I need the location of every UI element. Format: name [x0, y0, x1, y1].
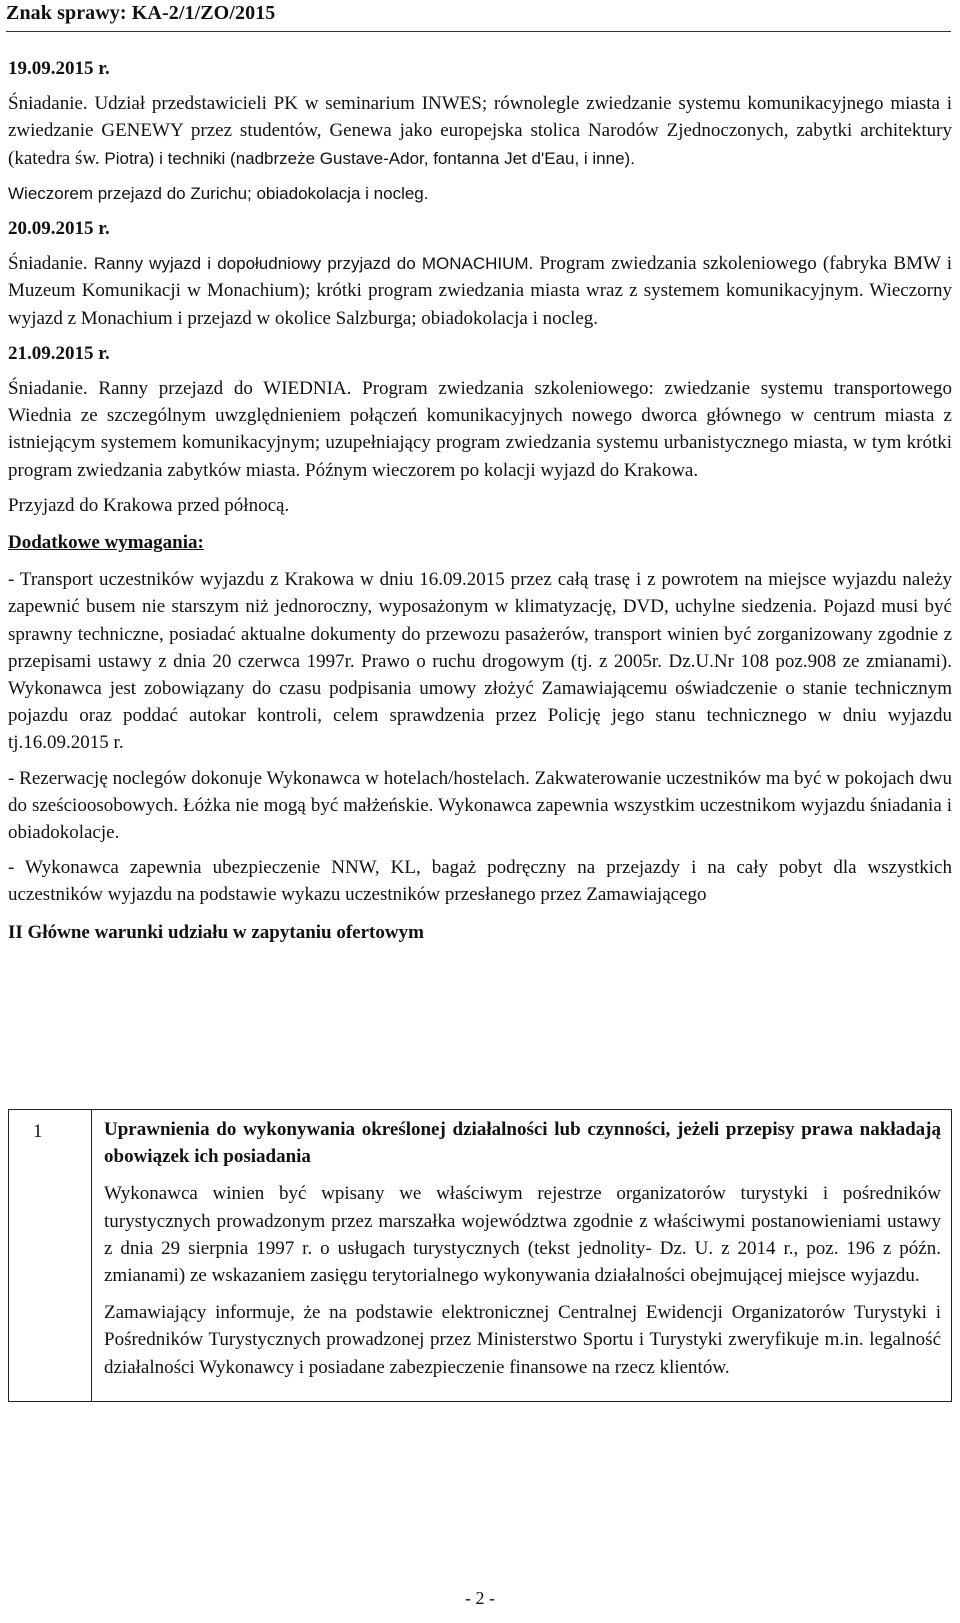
day-program	[8, 90, 952, 172]
requirement-item: - Transport uczestników wyjazdu z Krakowa w dniu 16.09.2015 przez całą trasę i z powrotem na miejsce wyjazdu należy zapewnić busem nie starszym niż jednoroczny, wyposażonym w klimatyzację, DVD, uchylne siedzenia. Pojazd musi być sprawny techniczne, posiadać aktualne dokumenty do przewozu pasażerów, transport winien być zorganizowany zgodnie z przepisami ustawy z dnia 20 czerwca 1997r. Prawo o ruchu drogowym (tj. z 2005r. Dz.U.Nr 108 poz.908 ze zmianami). Wykonawca jest zobowiązany do czasu podpisania umowy złożyć Zamawiającemu oświadczenie o stanie technicznym pojazdu oraz poddać autokar kontroli, celem sprawdzenia przez Policję jego stanu technicznego w dniu wyjazdu tj.16.09.2015 r.	[8, 569, 952, 754]
day-program-text: Wieczorny wyjazd z Monachium i przejazd w okolice Salzburga; obiadokolacja i nocleg.	[8, 280, 952, 329]
day-program-text: Piotra) i techniki (nadbrzeże Gustave-Ador, fontanna Jet d'Eau, i inne).	[104, 148, 635, 168]
day-program	[8, 250, 952, 332]
table-row	[9, 1110, 952, 1402]
day-program-text: Śniadanie. Udział przedstawicieli PK w seminarium INWES; równolegle zwiedzanie systemu komunikacyjnego miasta i zwiedzanie GENEWY przez studentów, Genewa jako europejska stolica Narodów Zjednoczonych, zabytki architektury (katedra św.	[8, 93, 952, 169]
page-number: - 2 -	[465, 1588, 495, 1608]
document-header	[6, 2, 951, 32]
case-number: Znak sprawy: KA-2/1/ZO/2015	[6, 2, 276, 24]
condition-paragraph: Wykonawca winien być wpisany we właściwym rejestrze organizatorów turystyki i pośredników turystycznych prowadzonym przez marszałka województwa zgodnie z właściwymi postanowieniami ustawy z dnia 29 sierpnia 1997 r. o usługach turystycznych (tekst jednolity- Dz. U. z 2014 r., poz. 196 z późn. zmianami) ze wskazaniem zasięgu terytorialnego wykonywania działalności obejmującej miejsce wyjazdu.	[104, 1183, 941, 1287]
document-body	[8, 55, 952, 960]
day-program: Śniadanie. Ranny przejazd do WIEDNIA. Program zwiedzania szkoleniowego: zwiedzanie systemu transportowego Wiednia ze szczególnym uwzględnieniem połączeń komunikacyjnych nowego dworca głównego w centrum miasta z istniejącym systemem komunikacyjnym; uzupełniający program zwiedzania systemu urbanistycznego miasta, w tym krótki program zwiedzania zabytków miasta. Późnym wieczorem po kolacji wyjazd do Krakowa.	[8, 378, 952, 481]
day-arrival: Przyjazd do Krakowa przed północą.	[8, 494, 290, 516]
row-content	[92, 1110, 952, 1402]
day-date: 20.09.2015 r.	[8, 218, 110, 240]
day-program-text: Program zwiedzania szkoleniowego (fabryka BMW i Muzeum Komunikacji w Monachium); krótki program zwiedzania miasta wraz z systemem komunikacyjnym.	[8, 253, 953, 302]
section-heading: II Główne warunki udziału w zapytaniu ofertowym	[8, 921, 424, 943]
requirement-item: - Wykonawca zapewnia ubezpieczenie NNW, KL, bagaż podręczny na przejazdy i na cały pobyt dla wszystkich uczestników wyjazdu na podstawie wykazu uczestników przesłanego przez Zamawiającego	[8, 857, 952, 906]
day-program-text: Ranny wyjazd i dopołudniowy przyjazd do MONACHIUM.	[93, 254, 534, 274]
condition-title: Uprawnienia do wykonywania określonej działalności lub czynności, jeżeli przepisy prawa nakładają obowiązek ich posiadania	[104, 1119, 941, 1168]
day-program-text: Śniadanie.	[8, 253, 88, 275]
requirement-item: - Rezerwację noclegów dokonuje Wykonawca w hotelach/hostelach. Zakwaterowanie uczestników ma być w pokojach dwu do sześcioosobowych. Łóżka nie mogą być małżeńskie. Wykonawca zapewnia wszystkim uczestnikom wyjazdu śniadania i obiadokolacje.	[8, 767, 952, 844]
day-evening: Wieczorem przejazd do Zurichu; obiadokolacja i nocleg.	[8, 183, 429, 203]
condition-paragraph: Zamawiający informuje, że na podstawie elektronicznej Centralnej Ewidencji Organizatorów Turystyki i Pośredników Turystycznych prowadzonej przez Ministerstwo Sportu i Turystyki zweryfikuje m.in. legalność działalności Wykonawcy i posiadane zabezpieczenie finansowe na rzecz klientów.	[104, 1302, 941, 1378]
day-date: 21.09.2015 r.	[8, 342, 110, 364]
row-number: 1	[9, 1110, 92, 1402]
additional-requirements-heading: Dodatkowe wymagania:	[8, 532, 204, 554]
conditions-table	[8, 1109, 952, 1402]
day-date: 19.09.2015 r.	[8, 58, 110, 79]
